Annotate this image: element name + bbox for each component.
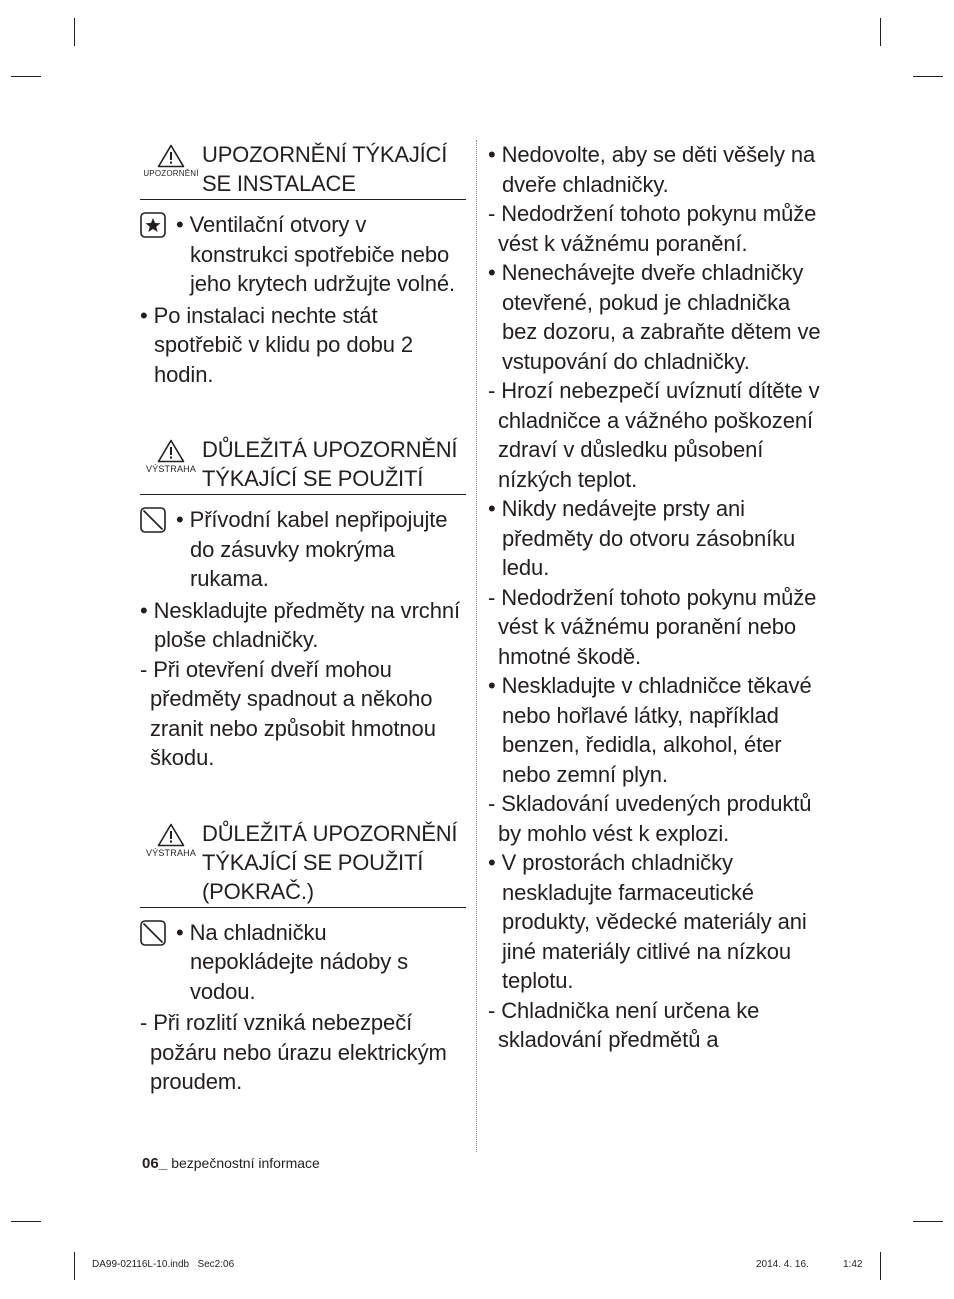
crop-mark xyxy=(11,1221,41,1222)
warning-triangle-icon xyxy=(157,823,185,847)
footer-section-name: bezpečnostní informace xyxy=(171,1155,320,1171)
prohibited-box-icon xyxy=(140,507,166,533)
column-divider xyxy=(476,140,477,1152)
bullet-item: • Nedovolte, aby se děti věšely na dveře chladničky. xyxy=(488,142,816,197)
star-in-box-icon xyxy=(140,212,166,238)
section-title xyxy=(202,819,457,906)
right-column xyxy=(488,140,823,1055)
crop-mark xyxy=(74,1252,75,1280)
section-title-line: TÝKAJÍCÍ SE POUŽITÍ xyxy=(202,466,424,491)
page-number: 06 xyxy=(142,1155,159,1172)
icon-paragraph xyxy=(140,505,466,594)
imprint-file: DA99-02116L-10.indb Sec2:06 xyxy=(92,1259,235,1270)
bullet-item: • Nikdy nedávejte prsty ani předměty do otvoru zásobníku ledu. xyxy=(488,496,796,580)
dash-item: - Skladování uvedených produktů by mohlo vést k explozi. xyxy=(488,791,812,846)
warning-label: UPOZORNĚNÍ xyxy=(143,169,199,178)
warning-label: VÝSTRAHA xyxy=(145,847,197,858)
section-heading xyxy=(140,435,466,495)
bullet-item: • Nenechávejte dveře chladničky otevřené, pokud je chladnička bez dozoru, a zabraňte dětem ve vstupování do chladničky. xyxy=(488,260,821,374)
section-title xyxy=(202,140,447,198)
crop-mark xyxy=(880,1252,881,1280)
crop-mark xyxy=(913,76,943,77)
crop-mark xyxy=(880,18,881,46)
crop-mark xyxy=(11,76,41,77)
bullet-item xyxy=(176,918,466,1007)
bullet-item: • Neskladujte předměty na vrchní ploše chladničky. xyxy=(140,597,460,652)
warning-triangle-icon xyxy=(157,144,185,168)
dash-item: - Při rozlití vzniká nebezpečí požáru nebo úrazu elektrickým proudem. xyxy=(140,1010,447,1094)
section-heading xyxy=(140,140,466,200)
dash-item: - Chladnička není určena ke skladování předmětů a xyxy=(488,997,760,1052)
left-column xyxy=(140,140,466,1097)
section-title-line: SE INSTALACE xyxy=(202,171,356,196)
bullet-continuation: nepokládejte nádoby s vodou. xyxy=(190,949,409,1004)
warning-badge xyxy=(140,140,202,178)
bullet-first-line: • Ventilační otvory v xyxy=(176,212,367,237)
crop-mark xyxy=(913,1221,943,1222)
prohibited-box-icon xyxy=(140,920,166,946)
section-title-line: DŮLEŽITÁ UPOZORNĚNÍ xyxy=(202,820,458,846)
warning-triangle-icon xyxy=(157,439,185,463)
dash-item: - Při otevření dveří mohou předměty spadnout a někoho zranit nebo způsobit hmotnou škodu. xyxy=(140,656,436,770)
warning-badge xyxy=(140,435,202,474)
imprint-time: 1:42 xyxy=(843,1259,863,1270)
bullet-continuation: do zásuvky mokrýma rukama. xyxy=(190,536,395,591)
section-title xyxy=(202,435,457,493)
bullet-item: • V prostorách chladničky neskladujte farmaceutické produkty, vědecké materiály ani jiné materiály citlivé na nízkou teplotu. xyxy=(488,850,807,993)
bullet-first-line: • Přívodní kabel nepřipojujte xyxy=(176,507,448,532)
footer-separator: _ xyxy=(158,1155,168,1172)
section-title-line: DŮLEŽITÁ UPOZORNĚNÍ xyxy=(202,437,458,462)
icon-paragraph xyxy=(140,918,466,1007)
warning-badge xyxy=(140,819,202,858)
crop-mark xyxy=(74,18,75,46)
bullet-continuation: konstrukci spotřebiče nebo jeho krytech udržujte volné. xyxy=(190,241,456,296)
dash-item: - Nedodržení tohoto pokynu může vést k vážnému poranění. xyxy=(488,201,817,256)
bullet-item xyxy=(176,505,466,594)
imprint-date: 2014. 4. 16. xyxy=(756,1259,809,1270)
icon-paragraph xyxy=(140,210,466,299)
bullet-item: • Po instalaci nechte stát spotřebič v klidu po dobu 2 hodin. xyxy=(140,302,414,387)
bullet-first-line: • Na chladničku xyxy=(176,919,327,945)
bullet-item: • Neskladujte v chladničce těkavé nebo hořlavé látky, například benzen, ředidla, alkohol, éter nebo zemní plyn. xyxy=(488,673,812,787)
section-title-line: UPOZORNĚNÍ TÝKAJÍCÍ xyxy=(202,142,448,167)
dash-item: - Hrozí nebezpečí uvíznutí dítěte v chladničce a vážného poškození zdraví v důsledku působení nízkých teplot. xyxy=(488,378,820,492)
dash-item: - Nedodržení tohoto pokynu může vést k vážnému poranění nebo hmotné škodě. xyxy=(488,584,817,669)
section-title-line: (POKRAČ.) xyxy=(202,878,314,904)
warning-label: VÝSTRAHA xyxy=(145,464,197,474)
section-title-line: TÝKAJÍCÍ SE POUŽITÍ xyxy=(202,849,424,875)
section-heading xyxy=(140,819,466,908)
page-footer xyxy=(142,1155,320,1172)
bullet-item xyxy=(176,210,466,299)
